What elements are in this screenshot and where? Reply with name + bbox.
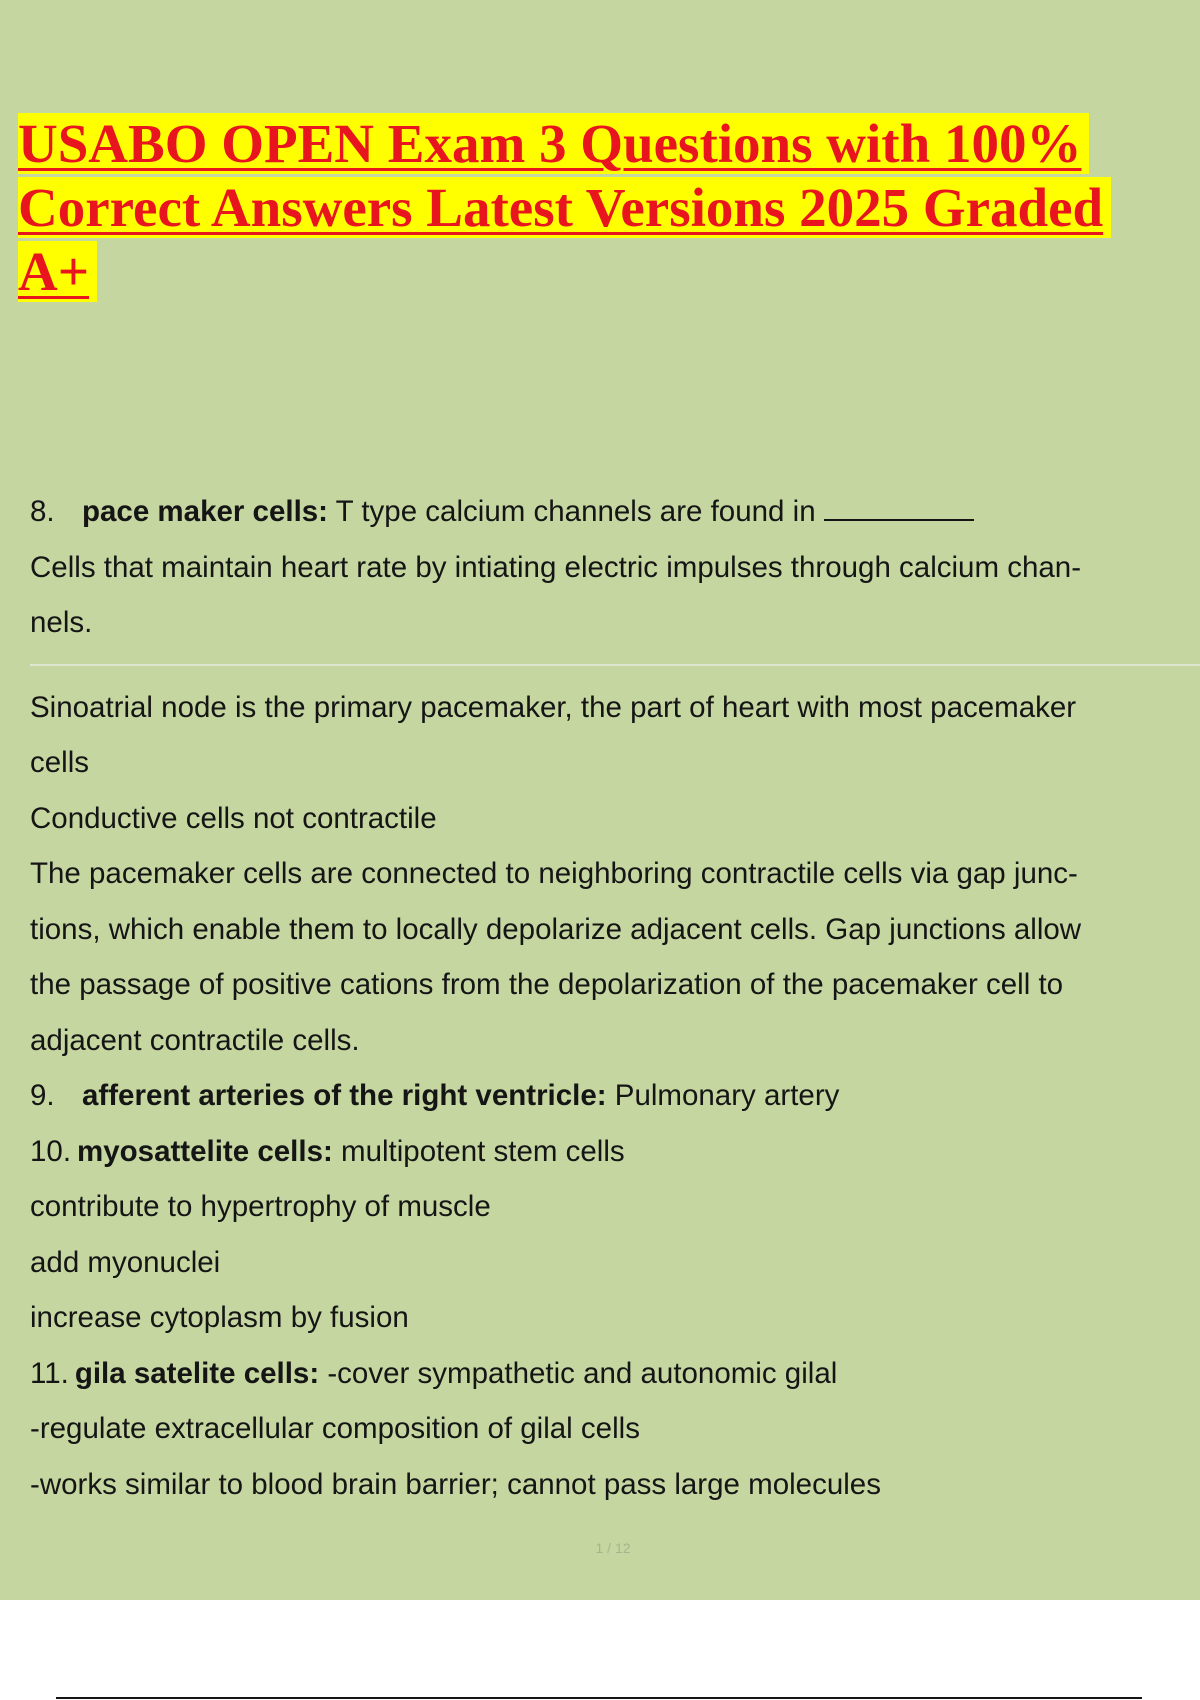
question-list [30, 484, 1188, 1512]
title-line-2: Correct Answers Latest Versions 2025 Graded [18, 177, 1111, 238]
question-11-answer: -cover sympathetic and autonomic gilal [327, 1356, 838, 1390]
question-9-number: 9. [30, 1079, 55, 1112]
question-9-heading [30, 1068, 1188, 1124]
question-10-line: contribute to hypertrophy of muscle [30, 1190, 491, 1223]
question-10-answer: multipotent stem cells [341, 1134, 625, 1168]
question-10-number: 10. [30, 1134, 72, 1168]
question-8-line: nels. [30, 606, 93, 639]
question-8-note: Conductive cells not contractile [30, 801, 437, 835]
question-8-number: 8. [30, 495, 55, 528]
question-11-line: -works similar to blood brain barrier; cannot pass large molecules [30, 1467, 881, 1501]
document-title [18, 112, 1188, 304]
question-10-line: increase cytoplasm by fusion [30, 1301, 409, 1334]
question-8-note: adjacent contractile cells. [30, 1023, 360, 1057]
question-8-answer: T type calcium channels are found in [335, 495, 816, 528]
question-8-line: Cells that maintain heart rate by intiating electric impulses through calcium chan- [30, 550, 1082, 584]
section-divider [30, 664, 1200, 666]
question-8-note: cells [30, 746, 90, 779]
question-8-note: The pacemaker cells are connected to neighboring contractile cells via gap junc- [30, 857, 1078, 890]
question-9-answer: Pulmonary artery [614, 1079, 840, 1112]
question-11-line: -regulate extracellular composition of gilal cells [30, 1412, 640, 1445]
question-8-note: tions, which enable them to locally depolarize adjacent cells. Gap junctions allow [30, 912, 1082, 946]
question-10-heading [30, 1124, 1188, 1180]
question-11-number: 11. [30, 1356, 69, 1390]
fill-in-blank [824, 497, 974, 521]
question-10-term: myosattelite cells: [77, 1134, 333, 1168]
question-10-line: add myonuclei [30, 1245, 221, 1279]
question-8-note: the passage of positive cations from the depolarization of the pacemaker cell to [30, 968, 1064, 1001]
title-line-1: USABO OPEN Exam 3 Questions with 100% [18, 113, 1089, 174]
title-line-3: A+ [18, 241, 97, 302]
question-8-note: Sinoatrial node is the primary pacemaker, the part of heart with most pacemaker [30, 690, 1077, 724]
question-8-term: pace maker cells: [82, 495, 328, 528]
question-8-heading [30, 484, 1188, 540]
question-11-heading [30, 1346, 1188, 1402]
footer-rule [56, 1697, 1142, 1699]
question-9-term: afferent arteries of the right ventricle: [82, 1079, 607, 1112]
page-number: 1 / 12 [595, 1540, 631, 1556]
question-11-term: gila satelite cells: [74, 1356, 320, 1390]
